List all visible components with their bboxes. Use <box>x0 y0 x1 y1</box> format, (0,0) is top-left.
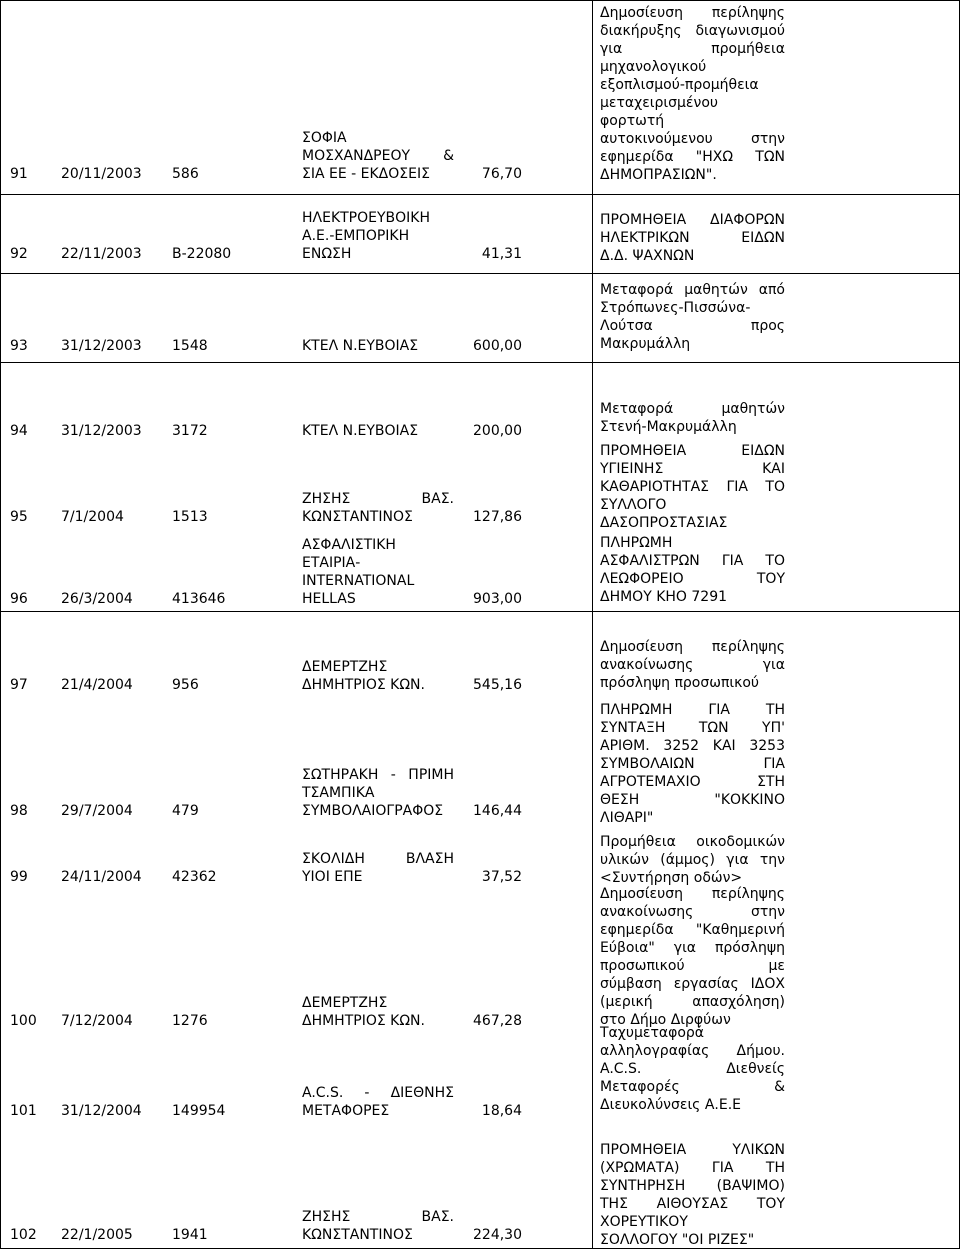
vendor-name <box>302 422 454 440</box>
table-horizontal-rule <box>0 273 960 274</box>
amount-value: 18,64 <box>481 1103 522 1119</box>
entry-number: 94 <box>10 423 28 439</box>
description-line: ΣΥΜΒΟΛΑΙΩΝ ΓΙΑ <box>600 756 785 772</box>
document-number: 1513 <box>172 509 208 525</box>
entry-date: 31/12/2003 <box>61 338 142 354</box>
description-line: Ταχυμεταφορά <box>600 1025 705 1041</box>
vendor-name <box>302 490 454 526</box>
table-vertical-rule <box>592 0 593 1248</box>
vendor-name-line: ΔΕΜΕΡΤΖΗΣ <box>302 995 388 1011</box>
entry-date: 31/12/2004 <box>61 1103 142 1119</box>
vendor-name-line: HELLAS <box>302 591 356 607</box>
vendor-name-line: ΣΟΦΙΑ <box>302 130 347 146</box>
description-line: αυτοκινούμενου στην <box>600 131 785 147</box>
description-line: ΑΓΡΟΤΕΜΑΧΙΟ ΣΤΗ <box>600 774 785 790</box>
vendor-name <box>302 850 454 886</box>
description-cell <box>600 442 785 532</box>
description-line: A.C.S. Διεθνείς <box>600 1061 785 1077</box>
description-line: ΛΕΩΦΟΡΕΙΟ ΤΟΥ <box>600 571 785 587</box>
description-line: ΧΟΡΕΥΤΙΚΟΥ <box>600 1214 688 1230</box>
entry-date: 24/11/2004 <box>61 869 142 885</box>
amount-value: 600,00 <box>473 338 522 354</box>
amount-value: 903,00 <box>473 591 522 607</box>
entry-date: 26/3/2004 <box>61 591 133 607</box>
description-line: μεταχειρισμένου <box>600 95 718 111</box>
description-line: ανακοίνωσης για <box>600 657 785 673</box>
entry-number: 95 <box>10 509 28 525</box>
entry-number: 99 <box>10 869 28 885</box>
vendor-name-line: ΚΤΕΛ Ν.ΕΥΒΟΙΑΣ <box>302 423 419 439</box>
entry-number: 100 <box>10 1013 37 1029</box>
description-line: Μεταφορές & <box>600 1079 785 1095</box>
description-cell <box>600 4 785 184</box>
vendor-name <box>302 994 454 1030</box>
amount-value: 127,86 <box>473 509 522 525</box>
description-line: υλικών (άμμος) για την <box>600 852 785 868</box>
document-number: 42362 <box>172 869 217 885</box>
description-line: Μακρυμάλλη <box>600 336 691 352</box>
vendor-name-line: ΣΙΑ ΕΕ - ΕΚΔΟΣΕΙΣ <box>302 166 430 182</box>
amount-value: 467,28 <box>473 1013 522 1029</box>
document-number: 586 <box>172 166 199 182</box>
description-cell <box>600 211 785 265</box>
description-line: μηχανολογικού <box>600 59 707 75</box>
description-line: Δημοσίευση περίληψης <box>600 639 785 655</box>
amount-value: 76,70 <box>481 166 522 182</box>
vendor-name-line: ΔΗΜΗΤΡΙΟΣ ΚΩΝ. <box>302 677 425 693</box>
vendor-name-line: ΣΥΜΒΟΛΑΙΟΓΡΑΦΟΣ <box>302 803 444 819</box>
description-line: Λούτσα προς <box>600 318 785 334</box>
vendor-name-line: ΣΚΟΛΙΔΗ ΒΛΑΣΗ <box>302 851 454 867</box>
description-line: ανακοίνωσης στην <box>600 904 785 920</box>
amount-value: 224,30 <box>473 1227 522 1243</box>
document-number: 3172 <box>172 423 208 439</box>
description-line: πρόσληψη προσωπικού <box>600 675 760 691</box>
table-horizontal-rule <box>0 0 960 1</box>
table-vertical-rule <box>0 0 1 1248</box>
description-cell <box>600 534 785 606</box>
amount-value: 146,44 <box>473 803 522 819</box>
description-line: ΠΡΟΜΗΘΕΙΑ ΥΛΙΚΩΝ <box>600 1142 785 1158</box>
vendor-name <box>302 766 454 820</box>
document-number: 1548 <box>172 338 208 354</box>
document-number: 479 <box>172 803 199 819</box>
vendor-name <box>302 129 454 183</box>
vendor-name-line: ΚΩΝΣΤΑΝΤΙΝΟΣ <box>302 509 413 525</box>
description-line: ΚΑΘΑΡΙΟΤΗΤΑΣ ΓΙΑ ΤΟ <box>600 479 785 495</box>
table-horizontal-rule <box>0 362 960 363</box>
document-number: 1941 <box>172 1227 208 1243</box>
description-line: ΗΛΕΚΤΡΙΚΩΝ ΕΙΔΩΝ <box>600 230 785 246</box>
description-line: φορτωτή <box>600 113 665 129</box>
description-line: ΣΥΝΤΑΞΗ ΤΩΝ ΥΠ' <box>600 720 785 736</box>
entry-number: 101 <box>10 1103 37 1119</box>
description-cell <box>600 281 785 353</box>
description-line: αλληλογραφίας Δήμου. <box>600 1043 785 1059</box>
description-line: <Συντήρηση οδών> <box>600 870 743 886</box>
vendor-name-line: ΕΤΑΙΡΙΑ- <box>302 555 361 571</box>
description-line: εφημερίδα "ΗΧΩ ΤΩΝ <box>600 149 785 165</box>
description-line: ΘΕΣΗ "ΚΟΚΚΙΝΟ <box>600 792 785 808</box>
table-horizontal-rule <box>0 194 960 195</box>
vendor-name <box>302 209 454 263</box>
description-cell <box>600 885 785 1029</box>
entry-number: 92 <box>10 246 28 262</box>
vendor-name <box>302 658 454 694</box>
vendor-name <box>302 1084 454 1120</box>
description-line: Στενή-Μακρυμάλλη <box>600 419 737 435</box>
entry-date: 7/12/2004 <box>61 1013 133 1029</box>
vendor-name-line: ΚΩΝΣΤΑΝΤΙΝΟΣ <box>302 1227 413 1243</box>
entry-date: 21/4/2004 <box>61 677 133 693</box>
description-line: Προμήθεια οικοδομικών <box>600 834 785 850</box>
entry-number: 97 <box>10 677 28 693</box>
entry-number: 93 <box>10 338 28 354</box>
description-line: ΛΙΘΑΡΙ" <box>600 810 654 826</box>
entry-date: 20/11/2003 <box>61 166 142 182</box>
description-line: ΠΡΟΜΗΘΕΙΑ ΔΙΑΦΟΡΩΝ <box>600 212 785 228</box>
document-number: 413646 <box>172 591 226 607</box>
description-line: ΑΡΙΘΜ. 3252 ΚΑΙ 3253 <box>600 738 785 754</box>
description-line: Δ.Δ. ΨΑΧΝΩΝ <box>600 248 695 264</box>
description-line: ΑΣΦΑΛΙΣΤΡΩΝ ΓΙΑ ΤΟ <box>600 553 785 569</box>
description-cell <box>600 638 785 692</box>
vendor-name-line: ΑΣΦΑΛΙΣΤΙΚΗ <box>302 537 396 553</box>
description-cell <box>600 701 785 827</box>
amount-value: 37,52 <box>481 869 522 885</box>
entry-number: 98 <box>10 803 28 819</box>
description-line: ΠΛΗΡΩΜΗ <box>600 535 673 551</box>
description-line: προσωπικού με <box>600 958 785 974</box>
vendor-name-line: ΕΝΩΣΗ <box>302 246 352 262</box>
document-number: 1276 <box>172 1013 208 1029</box>
description-line: ΠΡΟΜΗΘΕΙΑ ΕΙΔΩΝ <box>600 443 785 459</box>
entry-date: 7/1/2004 <box>61 509 124 525</box>
description-line: Δημοσίευση περίληψης <box>600 886 785 902</box>
description-cell <box>600 1141 785 1249</box>
vendor-name-line: ΤΣΑΜΠΙΚΑ <box>302 785 375 801</box>
description-line: ΣΟΛΛΟΓΟΥ "ΟΙ ΡΙΖΕΣ" <box>600 1232 755 1248</box>
vendor-name-line: ΔΗΜΗΤΡΙΟΣ ΚΩΝ. <box>302 1013 425 1029</box>
description-line: ΤΗΣ ΑΙΘΟΥΣΑΣ ΤΟΥ <box>600 1196 785 1212</box>
vendor-name <box>302 536 454 608</box>
vendor-name-line: ΣΩΤΗΡΑΚΗ - ΠΡΙΜΗ <box>302 767 454 783</box>
vendor-name-line: A.C.S. - ΔΙΕΘΝΗΣ <box>302 1085 454 1101</box>
description-cell <box>600 400 785 436</box>
description-line: σύμβαση εργασίας ΙΔΟΧ <box>600 976 785 992</box>
entry-number: 102 <box>10 1227 37 1243</box>
description-cell <box>600 1024 785 1114</box>
description-line: στο Δήμο Διρφύων <box>600 1012 731 1028</box>
vendor-name-line: ΖΗΣΗΣ ΒΑΣ. <box>302 1209 454 1225</box>
description-cell <box>600 833 785 887</box>
description-line: ΣΥΛΛΟΓΟ <box>600 497 667 513</box>
description-line: Μεταφορά μαθητών από <box>600 282 785 298</box>
description-line: (μερική απασχόληση) <box>600 994 785 1010</box>
description-line: εφημερίδα "Καθημερινή <box>600 922 785 938</box>
vendor-name-line: INTERNATIONAL <box>302 573 415 589</box>
description-line: Εύβοια" για πρόσληψη <box>600 940 785 956</box>
entry-number: 96 <box>10 591 28 607</box>
description-line: Δημοσίευση περίληψης <box>600 5 785 21</box>
vendor-name-line: ΜΕΤΑΦΟΡΕΣ <box>302 1103 390 1119</box>
vendor-name-line: ΚΤΕΛ Ν.ΕΥΒΟΙΑΣ <box>302 338 419 354</box>
entry-date: 29/7/2004 <box>61 803 133 819</box>
table-horizontal-rule <box>0 611 960 612</box>
vendor-name-line: ΜΟΣΧΑΝΔΡΕΟΥ & <box>302 148 454 164</box>
vendor-name-line: ΔΕΜΕΡΤΖΗΣ <box>302 659 388 675</box>
amount-value: 200,00 <box>473 423 522 439</box>
vendor-name-line: Α.Ε.-ΕΜΠΟΡΙΚΗ <box>302 228 410 244</box>
entry-date: 22/1/2005 <box>61 1227 133 1243</box>
entry-date: 31/12/2003 <box>61 423 142 439</box>
description-line: ΣΥΝΤΗΡΗΣΗ (ΒΑΨΙΜΟ) <box>600 1178 785 1194</box>
description-line: Διευκολύνσεις Α.Ε.Ε <box>600 1097 742 1113</box>
description-line: εξοπλισμού-προμήθεια <box>600 77 759 93</box>
amount-value: 545,16 <box>473 677 522 693</box>
description-line: ΔΗΜΟΠΡΑΣΙΩΝ". <box>600 167 717 183</box>
description-line: Μεταφορά μαθητών <box>600 401 785 417</box>
document-number: B-22080 <box>172 246 232 262</box>
document-number: 956 <box>172 677 199 693</box>
description-line: ΠΛΗΡΩΜΗ ΓΙΑ ΤΗ <box>600 702 785 718</box>
description-line: Στρόπωνες-Πισσώνα- <box>600 300 751 316</box>
vendor-name <box>302 1208 454 1244</box>
vendor-name <box>302 337 454 355</box>
description-line: ΥΓΙΕΙΝΗΣ ΚΑΙ <box>600 461 785 477</box>
description-line: ΔΑΣΟΠΡΟΣΤΑΣΙΑΣ <box>600 515 728 531</box>
description-line: για προμήθεια <box>600 41 785 57</box>
vendor-name-line: ΗΛΕΚΤΡΟΕΥΒΟΙΚΗ <box>302 210 431 226</box>
vendor-name-line: ΖΗΣΗΣ ΒΑΣ. <box>302 491 454 507</box>
amount-value: 41,31 <box>481 246 522 262</box>
entry-number: 91 <box>10 166 28 182</box>
description-line: (ΧΡΩΜΑΤΑ) ΓΙΑ ΤΗ <box>600 1160 785 1176</box>
description-line: ΔΗΜΟΥ ΚΗΟ 7291 <box>600 589 728 605</box>
vendor-name-line: ΥΙΟΙ ΕΠΕ <box>302 869 363 885</box>
description-line: διακήρυξης διαγωνισμού <box>600 23 785 39</box>
entry-date: 22/11/2003 <box>61 246 142 262</box>
document-number: 149954 <box>172 1103 226 1119</box>
